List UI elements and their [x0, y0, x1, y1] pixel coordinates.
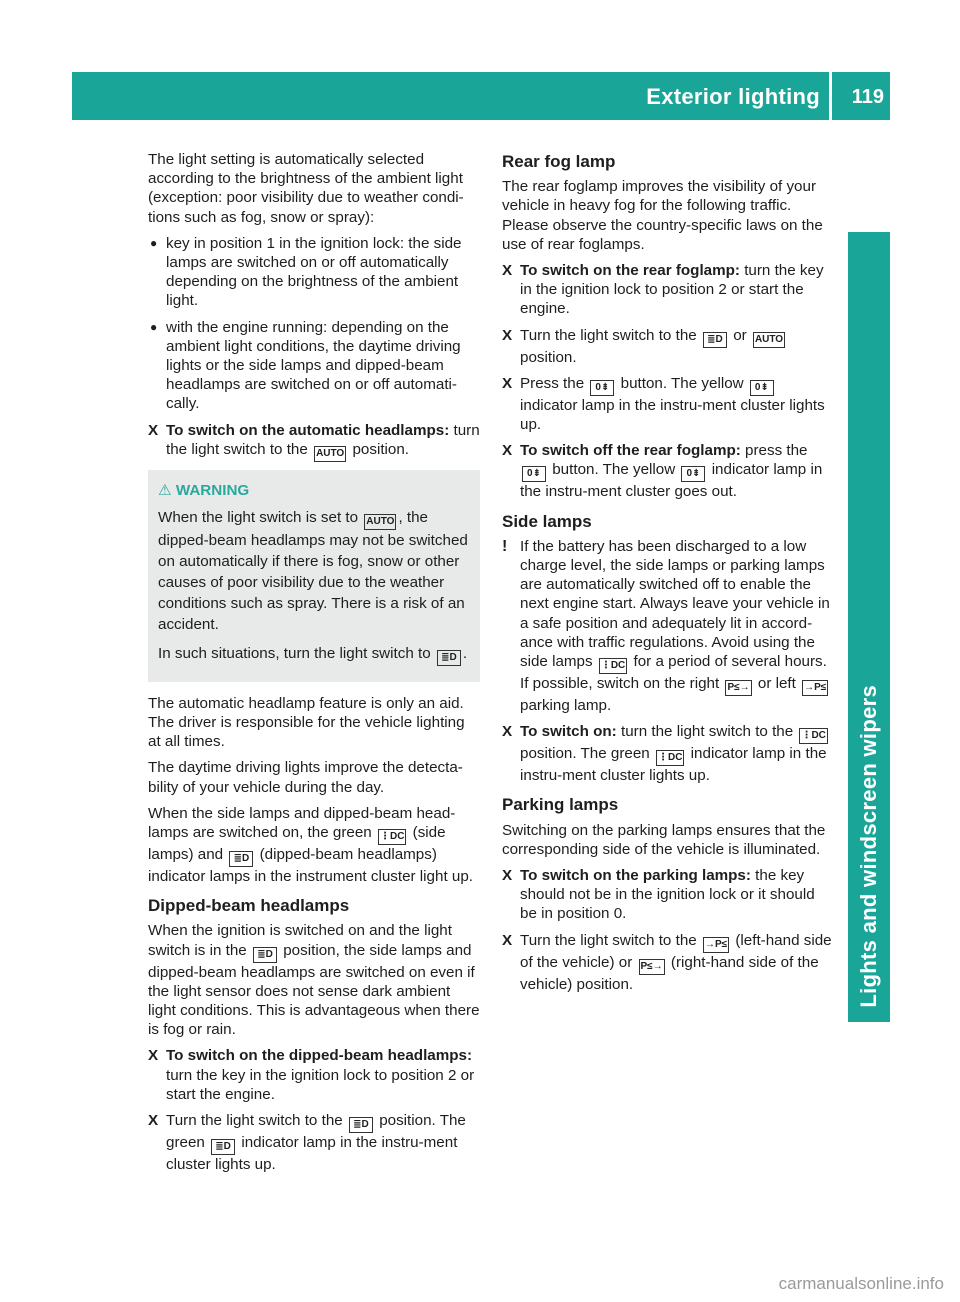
header-divider [829, 72, 832, 120]
parking-left-icon: →P≤ [703, 937, 729, 953]
dipped-beam-icon: ≣D [437, 650, 461, 666]
warning-icon: ⚠ [158, 481, 176, 499]
step-arrow-icon: X [502, 442, 513, 460]
section-heading: Parking lamps [502, 795, 619, 815]
side-lamp-icon: ⋮DC [799, 728, 827, 744]
paragraph: When the side lamps and dipped-beam head-lamps are switched on, the green ⋮DC (side lamps) and ≣D (dipped-beam headlamps) indicator lamps in the instrument cluster light up. [148, 804, 473, 886]
side-lamp-icon: ⋮DC [378, 829, 406, 845]
parking-right-icon: P≤→ [725, 680, 751, 696]
paragraph: The rear foglamp improves the visibility of your vehicle in heavy fog for the following traffic. Please observe the country-specific laws on the use of rear foglamps. [502, 178, 823, 253]
instruction-step: X To switch on the parking lamps: the key should not be in the ignition lock or it should be in position 0. [502, 867, 815, 923]
warning-title: ⚠ WARNING [158, 481, 250, 499]
list-item: ● key in position 1 in the ignition lock: the side lamps are switched on or off automatically depending on the brightness of the ambient light. [150, 234, 462, 310]
step-arrow-icon: X [502, 931, 513, 949]
step-arrow-icon: X [502, 374, 513, 392]
step-arrow-icon: X [502, 867, 513, 885]
instruction-step: X To switch off the rear foglamp: press the 0⇟ button. The yellow 0⇟ indicator lamp in the instru-ment cluster goes out. [502, 442, 823, 501]
section-heading: Rear fog lamp [502, 152, 616, 171]
warning-text: In such situations, turn the light switch to ≣D . [158, 643, 470, 666]
instruction-step: X Press the 0⇟ button. The yellow 0⇟ indicator lamp in the instru-ment cluster lights up. [502, 374, 825, 434]
instruction-step: X To switch on: turn the light switch to the ⋮DC position. The green ⋮DC indicator lamp in the instru-ment cluster lights up. [502, 723, 827, 785]
left-column [148, 150, 480, 1181]
section-title: Exterior lighting [646, 84, 820, 109]
section-heading: Side lamps [502, 511, 592, 531]
parking-right-icon: P≤→ [639, 959, 665, 975]
paragraph: Switching on the parking lamps ensures that the corresponding side of the vehicle is illuminated. [502, 821, 826, 858]
watermark: carmanualsonline.info [778, 1274, 944, 1293]
right-column [502, 150, 834, 1001]
side-lamp-icon: ⋮DC [599, 658, 627, 674]
step-arrow-icon: X [148, 1047, 159, 1065]
page-number: 119 [851, 86, 884, 108]
rear-fog-icon: 0⇟ [750, 380, 774, 396]
bullet-icon: ● [150, 319, 158, 334]
paragraph: The automatic headlamp feature is only an aid. The driver is responsible for the vehicle lighting at all times. [148, 694, 465, 751]
dipped-beam-icon: ≣D [229, 851, 253, 867]
auto-icon: AUTO [314, 446, 346, 462]
rear-fog-icon: 0⇟ [590, 380, 614, 396]
paragraph: The daytime driving lights improve the detecta-bility of your vehicle during the day. [148, 759, 463, 796]
warning-box [148, 470, 480, 682]
side-lamp-icon: ⋮DC [656, 750, 684, 766]
instruction-step: X Turn the light switch to the ≣D or AUTO position. [502, 326, 784, 366]
bullet-icon: ● [150, 235, 158, 250]
warning-text: When the light switch is set to AUTO , the dipped-beam headlamps may not be switched on automatically if there is fog, snow or other causes of poor visibility due to the weather conditions such as spray. There is a risk of an accident. [158, 508, 468, 633]
chapter-tab-label: Lights and windscreen wipers [856, 685, 881, 1008]
header-bar [72, 72, 890, 120]
instruction-step: X To switch on the automatic headlamps: turn the light switch to the AUTO position. [148, 421, 480, 462]
note-paragraph: ! If the battery has been discharged to a low charge level, the side lamps or parking lamps are automatically switched off to enable the next engine start. Always leave your vehicle in a safe position and adequately lit in accord-ance with traffic regulations. Avoid using the side lamps ⋮DC for a period of several hours. If possible, switch on the right P≤→ or left →P≤ parking lamp. [502, 537, 830, 715]
step-arrow-icon: X [148, 421, 159, 439]
dipped-beam-icon: ≣D [211, 1139, 235, 1155]
parking-left-icon: →P≤ [802, 680, 828, 696]
instruction-step: X To switch on the rear foglamp: turn the key in the ignition lock to position 2 or start the engine. [502, 262, 824, 318]
list-item: ● with the engine running: depending on the ambient light conditions, the daytime driving lights or the side lamps and dipped-beam headlamps are switched on or off automati-cally. [150, 318, 461, 413]
dipped-beam-icon: ≣D [253, 947, 277, 963]
paragraph: When the ignition is switched on and the light switch is in the ≣D position, the side lamps and dipped-beam headlamps are switched on even if the light sensor does not sense dark ambient light conditions. This is advantageous when there is fog or rain. [148, 922, 480, 1039]
instruction-step: X Turn the light switch to the →P≤ (left-hand side of the vehicle) or P≤→ (right-hand side of the vehicle) position. [502, 931, 832, 993]
auto-icon: AUTO [364, 514, 396, 530]
intro-paragraph: The light setting is automatically selected according to the brightness of the ambient light (exception: poor visibility due to weather condi-tions such as fog, snow or spray): [148, 151, 464, 226]
step-arrow-icon: X [502, 723, 513, 741]
section-heading: Dipped-beam headlamps [148, 896, 350, 916]
rear-fog-icon: 0⇟ [681, 466, 705, 482]
note-icon: ! [502, 537, 508, 555]
instruction-step: X To switch on the dipped-beam headlamps: turn the key in the ignition lock to position 2 or start the engine. [148, 1047, 475, 1103]
step-arrow-icon: X [148, 1112, 159, 1130]
rear-fog-icon: 0⇟ [522, 466, 546, 482]
dipped-beam-icon: ≣D [703, 332, 727, 348]
dipped-beam-icon: ≣D [349, 1117, 373, 1133]
auto-icon: AUTO [753, 332, 785, 348]
step-arrow-icon: X [502, 326, 513, 344]
step-arrow-icon: X [502, 262, 513, 280]
instruction-step: X Turn the light switch to the ≣D position. The green ≣D indicator lamp in the instru-ment cluster lights up. [148, 1112, 466, 1174]
chapter-tab [848, 232, 890, 1022]
